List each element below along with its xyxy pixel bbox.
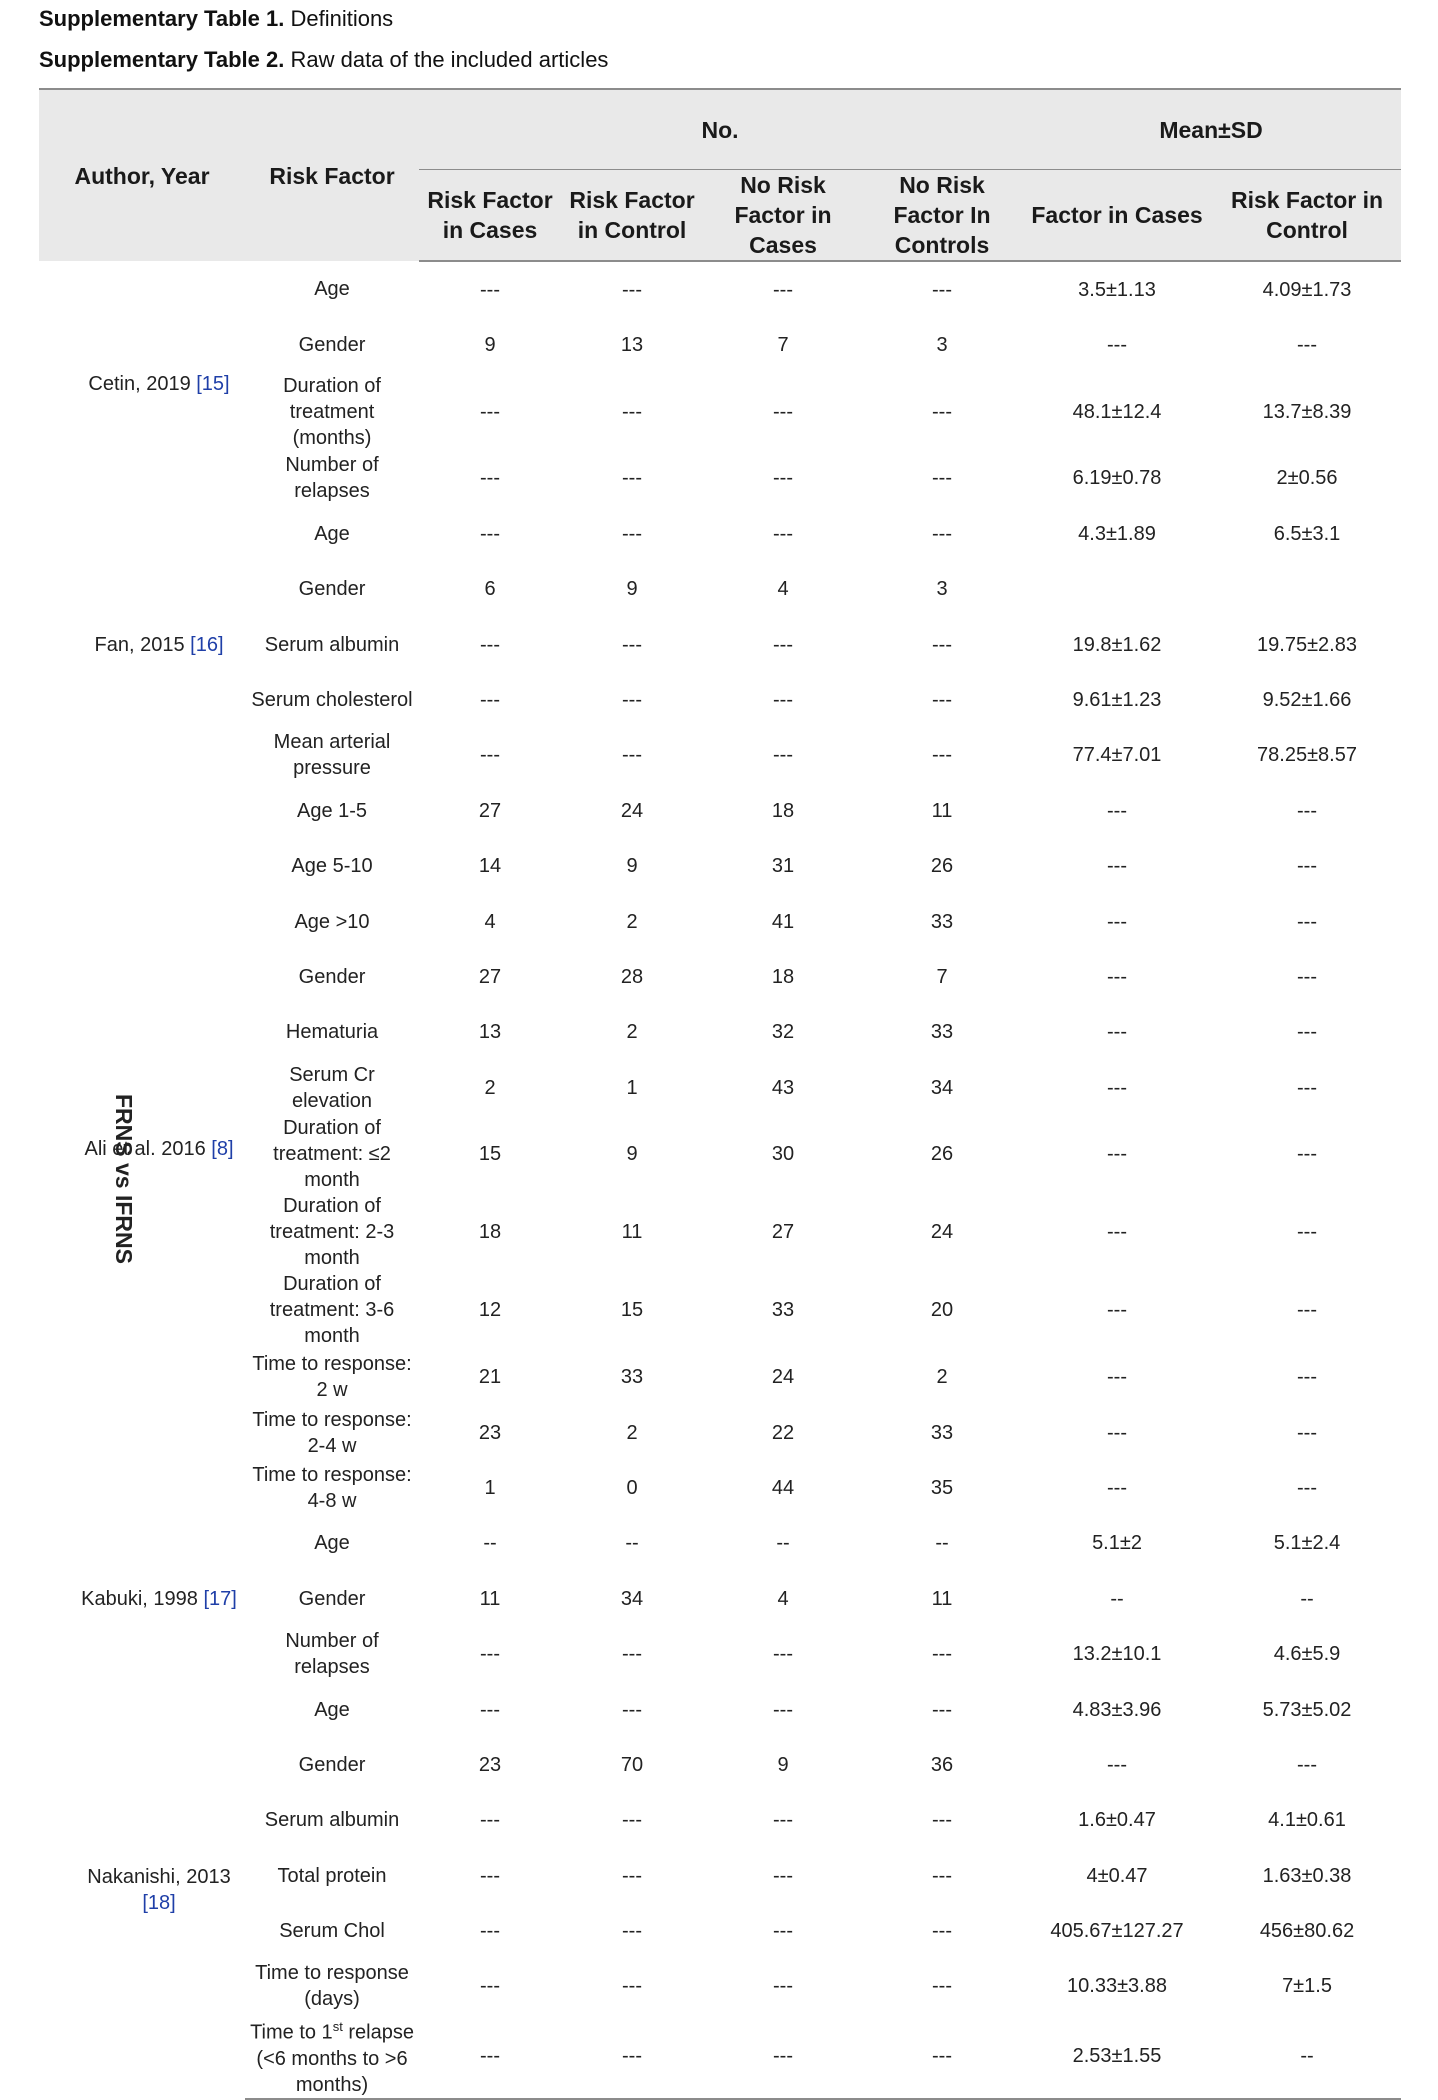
cell-rf-control: 33 [620, 1366, 644, 1389]
cell-no-rf-cases: --- [773, 744, 793, 767]
cell-rf-control: --- [622, 633, 642, 656]
risk-factor-cell: Time to 1st relapse (<6 months to >6 months) [245, 2014, 419, 2099]
table2-label: Supplementary Table 2. [39, 47, 285, 72]
cell-mean-cases: 10.33±3.88 [1067, 1975, 1167, 1998]
cell-no-rf-cases: 31 [771, 855, 795, 878]
table-row [39, 1516, 1401, 1571]
cell-mean-control: 4.09±1.73 [1262, 278, 1352, 301]
cell-no-rf-controls: 11 [931, 799, 953, 822]
cell-rf-cases: --- [480, 522, 500, 545]
cell-no-rf-controls: --- [932, 689, 952, 712]
cell-no-rf-cases: 32 [771, 1021, 795, 1044]
cell-mean-cases: 405.67±127.27 [1050, 1920, 1184, 1943]
cell-mean-control: 456±80.62 [1259, 1920, 1355, 1943]
cell-mean-cases: 9.61±1.23 [1072, 689, 1162, 712]
cell-mean-cases: 4.83±3.96 [1072, 1698, 1162, 1721]
cell-mean-control: 5.73±5.02 [1262, 1698, 1352, 1721]
study-author-cell [73, 783, 245, 1516]
cell-no-rf-controls: --- [932, 744, 952, 767]
cell-no-rf-controls: --- [932, 522, 952, 545]
cell-no-rf-cases: 30 [771, 1143, 795, 1166]
cell-mean-control: 19.75±2.83 [1257, 633, 1357, 656]
cell-no-rf-controls: 24 [930, 1221, 954, 1244]
cell-rf-control: 9 [626, 578, 638, 601]
cell-rf-cases: --- [480, 1643, 500, 1666]
cell-no-rf-cases: 18 [771, 965, 795, 988]
cell-rf-control: --- [622, 1643, 642, 1666]
study-author-cell [73, 1516, 245, 1682]
cell-no-rf-controls: --- [932, 1920, 952, 1943]
cell-mean-cases: --- [1107, 910, 1127, 933]
table1-title: Definitions [290, 6, 394, 31]
header-no-rf-controls: No Risk Factor In Controls [863, 170, 1021, 262]
risk-factor-cell: Duration of treatment: 3-6 month [269, 1273, 395, 1348]
cell-no-rf-controls: --- [932, 633, 952, 656]
cell-mean-control: -- [1300, 1587, 1314, 1610]
header-risk-factor: Risk Factor [245, 89, 419, 261]
cell-rf-cases: 1 [484, 1476, 496, 1499]
risk-factor-cell: Age [314, 1698, 350, 1721]
cell-rf-cases: --- [480, 1920, 500, 1943]
cell-mean-cases: --- [1107, 1299, 1127, 1322]
risk-factor-cell: Time to response: 4-8 w [252, 1463, 412, 1512]
cell-no-rf-cases: 9 [777, 1753, 789, 1776]
cell-no-rf-cases: 43 [771, 1076, 795, 1099]
cell-no-rf-cases: --- [773, 1698, 793, 1721]
table-row [39, 1682, 1401, 1737]
risk-factor-cell: Serum Cr elevation [289, 1063, 375, 1112]
risk-factor-cell: Gender [298, 334, 366, 357]
cell-mean-cases: --- [1107, 1021, 1127, 1044]
cell-no-rf-cases: --- [773, 467, 793, 490]
cell-rf-control: 24 [620, 799, 644, 822]
cell-rf-control: -- [625, 1532, 639, 1555]
risk-factor-cell: Age [314, 522, 350, 545]
cell-rf-control: 9 [626, 1143, 638, 1166]
cell-mean-control: --- [1297, 1366, 1317, 1389]
cell-no-rf-controls: --- [932, 1975, 952, 1998]
risk-factor-cell: Total protein [277, 1864, 387, 1887]
cell-mean-control: 7±1.5 [1282, 1975, 1332, 1998]
header-group-no: No. [419, 89, 1021, 170]
cell-mean-cases: 4±0.47 [1086, 1864, 1148, 1887]
cell-no-rf-cases: 24 [771, 1366, 795, 1389]
cell-no-rf-controls: 11 [931, 1587, 953, 1610]
cell-rf-cases: 18 [478, 1221, 502, 1244]
cell-mean-cases: --- [1107, 1421, 1127, 1444]
cell-no-rf-cases: --- [773, 1920, 793, 1943]
cell-no-rf-controls: --- [932, 1698, 952, 1721]
study-author-cell [73, 1682, 245, 2099]
header-rf-control-mean: Risk Factor in Control [1213, 170, 1401, 262]
cell-no-rf-controls: --- [932, 1864, 952, 1887]
table-row [39, 783, 1401, 838]
cell-no-rf-controls: -- [935, 1532, 949, 1555]
cell-no-rf-cases: --- [773, 278, 793, 301]
header-rf-cases: Risk Factor in Cases [419, 170, 561, 262]
cell-rf-control: 1 [626, 1076, 638, 1099]
cell-mean-control: --- [1297, 334, 1317, 357]
cell-no-rf-controls: 26 [930, 1143, 954, 1166]
cell-mean-control: --- [1297, 1143, 1317, 1166]
cell-mean-cases: --- [1107, 799, 1127, 822]
cell-rf-cases: 23 [478, 1421, 502, 1444]
cell-mean-cases: --- [1107, 1221, 1127, 1244]
header-no-rf-cases: No Risk Factor in Cases [703, 170, 863, 262]
table2-caption [39, 47, 608, 73]
cell-mean-control: --- [1297, 1021, 1317, 1044]
cell-rf-control: --- [622, 689, 642, 712]
cell-no-rf-cases: --- [773, 400, 793, 423]
cell-no-rf-cases: --- [703, 2014, 863, 2099]
cell-mean-control: --- [1297, 1299, 1317, 1322]
risk-factor-cell: Hematuria [285, 1021, 379, 1044]
cell-mean-cases: 13.2±10.1 [1072, 1643, 1162, 1666]
cell-mean-cases: 3.5±1.13 [1078, 278, 1156, 301]
header-factor-cases: Factor in Cases [1021, 170, 1213, 262]
cell-rf-cases: --- [480, 1698, 500, 1721]
cell-no-rf-cases: 33 [771, 1299, 795, 1322]
cell-rf-control: --- [622, 1698, 642, 1721]
comparison-label-cell [39, 261, 137, 2099]
risk-factor-cell: Duration of treatment: 2-3 month [269, 1195, 395, 1270]
cell-rf-cases: --- [480, 1864, 500, 1887]
risk-factor-cell: Time to response (days) [255, 1962, 409, 2011]
cell-no-rf-controls: --- [932, 278, 952, 301]
table-header [39, 89, 1401, 261]
cell-rf-cases: --- [480, 400, 500, 423]
cell-mean-cases: --- [1107, 1366, 1127, 1389]
cell-no-rf-controls: --- [863, 2014, 1021, 2099]
cell-mean-cases: 2.53±1.55 [1021, 2014, 1213, 2099]
raw-data-table [39, 88, 1401, 2100]
cell-mean-control: 13.7±8.39 [1262, 400, 1352, 423]
cell-mean-control: --- [1297, 910, 1317, 933]
cell-mean-control: --- [1297, 1421, 1317, 1444]
cell-rf-control: --- [622, 1920, 642, 1943]
cell-rf-cases: --- [480, 467, 500, 490]
cell-no-rf-controls: 3 [936, 578, 948, 601]
cell-rf-control: --- [561, 2014, 703, 2099]
cell-mean-cases: --- [1107, 1143, 1127, 1166]
cell-mean-cases: --- [1107, 1476, 1127, 1499]
raw-data-table-container [39, 88, 1401, 2100]
table1-caption [39, 6, 393, 32]
risk-factor-cell: Number of relapses [285, 454, 379, 503]
cell-no-rf-controls: 36 [930, 1753, 954, 1776]
cell-rf-control: --- [622, 744, 642, 767]
risk-factor-cell: Duration of treatment: ≤2 month [273, 1117, 391, 1192]
cell-no-rf-cases: 7 [777, 334, 789, 357]
cell-no-rf-cases: --- [773, 1864, 793, 1887]
cell-mean-control: --- [1297, 1076, 1317, 1099]
cell-mean-control: 2±0.56 [1276, 467, 1338, 490]
cell-no-rf-controls: 33 [930, 1421, 954, 1444]
study-author: Nakanishi, 2013 [87, 1866, 231, 1889]
risk-factor-cell: Serum cholesterol [251, 689, 413, 712]
cell-mean-cases: 77.4±7.01 [1072, 744, 1162, 767]
study-author: Ali et al. 2016 [84, 1138, 206, 1161]
cell-rf-control: 9 [626, 855, 638, 878]
cell-no-rf-controls: 3 [936, 334, 948, 357]
cell-mean-cases: --- [1107, 334, 1127, 357]
cell-rf-cases: -- [483, 1532, 497, 1555]
cell-mean-cases: 6.19±0.78 [1072, 467, 1162, 490]
cell-rf-control: 15 [620, 1299, 644, 1322]
table-row [39, 506, 1401, 561]
cell-rf-cases: 6 [484, 578, 496, 601]
cell-no-rf-controls: 20 [930, 1299, 954, 1322]
cell-mean-control: 4.1±0.61 [1268, 1809, 1346, 1832]
cell-no-rf-controls: --- [932, 1643, 952, 1666]
cell-mean-cases: 4.3±1.89 [1078, 522, 1156, 545]
cell-rf-cases: --- [480, 1809, 500, 1832]
cell-no-rf-cases: 22 [771, 1421, 795, 1444]
cell-mean-cases [1021, 562, 1213, 617]
cell-rf-control: 0 [626, 1476, 638, 1499]
cell-rf-cases: 15 [478, 1143, 502, 1166]
cell-rf-control: 11 [621, 1221, 643, 1244]
cell-no-rf-controls: 33 [930, 910, 954, 933]
cell-rf-cases: --- [480, 278, 500, 301]
cell-rf-control: 2 [626, 1421, 638, 1444]
risk-factor-cell: Serum albumin [264, 633, 400, 656]
cell-rf-control: --- [622, 467, 642, 490]
cell-mean-control: --- [1297, 1753, 1317, 1776]
cell-rf-control: 28 [620, 965, 644, 988]
risk-factor-cell: Age [314, 1532, 350, 1555]
cell-rf-cases: 11 [479, 1587, 501, 1610]
risk-factor-cell: Age >10 [294, 910, 370, 933]
cell-no-rf-cases: 27 [771, 1221, 795, 1244]
cell-mean-control: 1.63±0.38 [1262, 1864, 1352, 1887]
risk-factor-cell: Serum albumin [264, 1809, 400, 1832]
cell-no-rf-cases: 4 [777, 578, 789, 601]
cell-no-rf-controls: --- [932, 400, 952, 423]
study-author: Fan, 2015 [94, 633, 185, 656]
cell-rf-cases: 14 [478, 855, 502, 878]
study-author: Cetin, 2019 [88, 372, 191, 395]
cell-mean-cases: --- [1107, 1753, 1127, 1776]
cell-mean-control: 5.1±2.4 [1273, 1532, 1341, 1555]
cell-no-rf-cases: --- [773, 522, 793, 545]
table1-label: Supplementary Table 1. [39, 6, 285, 31]
risk-factor-cell: Gender [298, 965, 366, 988]
risk-factor-cell: Age 1-5 [296, 799, 368, 822]
risk-factor-cell: Serum Chol [279, 1920, 385, 1943]
cell-mean-cases: 19.8±1.62 [1072, 633, 1162, 656]
cell-rf-cases: 27 [478, 799, 502, 822]
risk-factor-cell: Gender [298, 1587, 366, 1610]
cell-rf-cases: 21 [478, 1366, 502, 1389]
cell-mean-cases: --- [1107, 965, 1127, 988]
cell-mean-control: --- [1297, 799, 1317, 822]
cell-no-rf-controls: --- [932, 467, 952, 490]
cell-rf-cases: 2 [484, 1076, 496, 1099]
cell-mean-control: --- [1297, 965, 1317, 988]
cell-mean-control: 6.5±3.1 [1273, 522, 1341, 545]
cell-mean-control: --- [1297, 1476, 1317, 1499]
cell-mean-control: --- [1297, 1221, 1317, 1244]
cell-mean-cases: 1.6±0.47 [1078, 1809, 1156, 1832]
cell-no-rf-cases: --- [773, 1643, 793, 1666]
cell-no-rf-cases: 44 [771, 1476, 795, 1499]
risk-factor-cell: Time to response: 2 w [252, 1353, 412, 1402]
table2-title: Raw data of the included articles [290, 47, 609, 72]
study-reference-link[interactable]: [16] [190, 633, 224, 656]
cell-mean-control: 9.52±1.66 [1262, 689, 1352, 712]
cell-mean-cases: -- [1110, 1587, 1124, 1610]
cell-rf-control: --- [622, 400, 642, 423]
risk-factor-cell: Time to response: 2-4 w [252, 1408, 412, 1457]
cell-no-rf-cases: --- [773, 1975, 793, 1998]
study-reference-link[interactable]: [18] [142, 1892, 176, 1915]
cell-no-rf-controls: 35 [930, 1476, 954, 1499]
cell-rf-cases: --- [480, 1975, 500, 1998]
header-author-year: Author, Year [39, 89, 245, 261]
cell-rf-control: --- [622, 1975, 642, 1998]
cell-rf-cases: --- [419, 2014, 561, 2099]
study-reference-link[interactable]: [8] [211, 1138, 234, 1161]
cell-no-rf-controls: 7 [936, 965, 948, 988]
study-author-cell [73, 261, 245, 506]
cell-rf-control: 2 [626, 1021, 638, 1044]
cell-rf-cases: --- [480, 633, 500, 656]
risk-factor-cell: Gender [298, 1753, 366, 1776]
study-reference-link[interactable]: [15] [196, 372, 230, 395]
cell-mean-cases: 5.1±2 [1092, 1532, 1142, 1555]
cell-rf-cases: 4 [484, 910, 496, 933]
risk-factor-cell: Number of relapses [285, 1630, 379, 1679]
cell-rf-cases: 13 [478, 1021, 502, 1044]
risk-factor-cell: Mean arterial pressure [273, 731, 391, 780]
cell-mean-control: -- [1213, 2014, 1401, 2099]
table-body [39, 261, 1401, 2099]
cell-no-rf-cases: --- [773, 633, 793, 656]
comparison-label: FRNS vs IFRNS [110, 1093, 137, 1264]
header-rf-control: Risk Factor in Control [561, 170, 703, 262]
cell-no-rf-cases: 41 [771, 910, 795, 933]
cell-mean-control: 78.25±8.57 [1257, 744, 1357, 767]
cell-no-rf-controls: 2 [936, 1366, 948, 1389]
study-author: Kabuki, 1998 [81, 1587, 198, 1610]
cell-no-rf-cases: --- [773, 689, 793, 712]
cell-no-rf-cases: --- [773, 1809, 793, 1832]
cell-no-rf-cases: -- [776, 1532, 790, 1555]
study-reference-link[interactable]: [17] [203, 1587, 237, 1610]
cell-rf-cases: 27 [478, 965, 502, 988]
risk-factor-cell: Age [314, 278, 350, 301]
study-author-cell [73, 506, 245, 783]
cell-rf-control: --- [622, 522, 642, 545]
cell-mean-cases: 48.1±12.4 [1072, 400, 1162, 423]
cell-rf-control: --- [622, 1809, 642, 1832]
cell-rf-cases: 23 [478, 1753, 502, 1776]
cell-rf-control: 34 [620, 1587, 644, 1610]
cell-no-rf-controls: --- [932, 1809, 952, 1832]
cell-no-rf-controls: 34 [930, 1076, 954, 1099]
cell-no-rf-cases: 4 [777, 1587, 789, 1610]
table-row [39, 261, 1401, 317]
header-group-mean-sd: Mean±SD [1021, 89, 1401, 170]
risk-factor-cell: Gender [298, 578, 366, 601]
cell-rf-control: 70 [620, 1753, 644, 1776]
risk-factor-cell: Duration of treatment (months) [283, 374, 381, 449]
cell-no-rf-controls: 33 [930, 1021, 954, 1044]
cell-no-rf-cases: 18 [771, 799, 795, 822]
cell-rf-cases: 9 [484, 334, 496, 357]
cell-mean-cases: --- [1107, 855, 1127, 878]
cell-rf-control: --- [622, 278, 642, 301]
cell-no-rf-controls: 26 [930, 855, 954, 878]
cell-rf-cases: 12 [478, 1299, 502, 1322]
cell-mean-control: --- [1297, 855, 1317, 878]
cell-rf-cases: --- [480, 744, 500, 767]
cell-rf-control: 13 [620, 334, 644, 357]
cell-rf-control: 2 [626, 910, 638, 933]
risk-factor-cell: Age 5-10 [291, 855, 373, 878]
cell-rf-cases: --- [480, 689, 500, 712]
cell-mean-control: 4.6±5.9 [1273, 1643, 1341, 1666]
cell-mean-cases: --- [1107, 1076, 1127, 1099]
cell-rf-control: --- [622, 1864, 642, 1887]
cell-mean-control [1213, 562, 1401, 617]
